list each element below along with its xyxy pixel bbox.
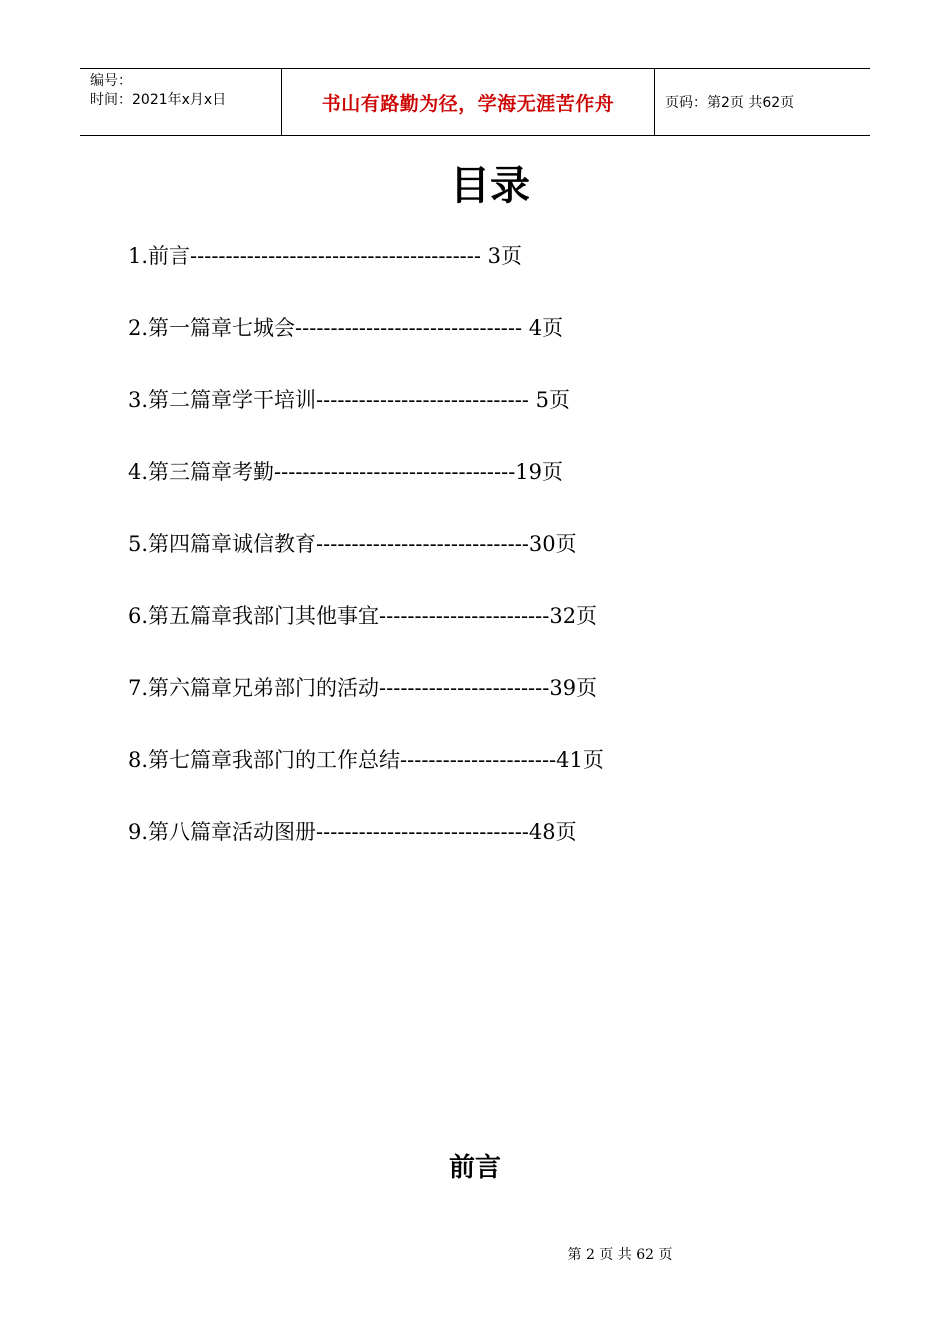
toc-title: 目录 xyxy=(450,163,530,209)
table-of-contents xyxy=(128,238,768,886)
header-motto: 书山有路勤为径，学海无涯苦作舟 xyxy=(282,69,655,135)
header-page-number: 页码：第2页 共62页 xyxy=(665,95,795,111)
page-header xyxy=(80,68,870,136)
toc-entry: 6.第五篇章我部门其他事宜------------------------32页 xyxy=(128,604,598,628)
toc-entry: 9.第八篇章活动图册------------------------------48页 xyxy=(128,820,577,844)
toc-entry: 2.第一篇章七城会-------------------------------- 4页 xyxy=(128,316,564,340)
toc-entry: 5.第四篇章诚信教育------------------------------30页 xyxy=(128,532,577,556)
toc-entry: 8.第七篇章我部门的工作总结----------------------41页 xyxy=(128,748,604,772)
document-date-label: 时间：2021年x月x日 xyxy=(90,92,227,108)
preface-heading: 前言 xyxy=(448,1153,501,1183)
toc-entry: 7.第六篇章兄弟部门的活动------------------------39页 xyxy=(128,676,598,700)
toc-entry: 1.前言----------------------------------------- 3页 xyxy=(128,244,522,268)
page-footer: 第 2 页 共 62 页 xyxy=(567,1247,673,1263)
header-meta-cell xyxy=(80,69,282,135)
toc-entry: 3.第二篇章学干培训------------------------------ 5页 xyxy=(128,388,570,412)
document-number-label: 编号： xyxy=(90,73,132,89)
toc-entry: 4.第三篇章考勤----------------------------------19页 xyxy=(128,460,564,484)
